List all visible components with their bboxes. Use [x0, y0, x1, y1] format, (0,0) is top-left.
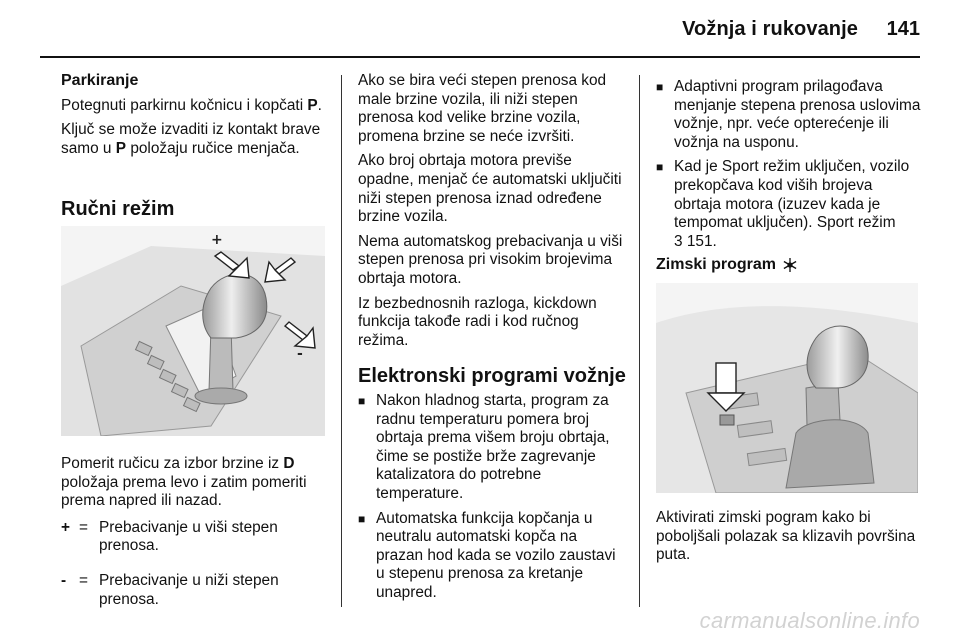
winter-program-heading-row: [656, 256, 798, 274]
bullet-square-icon: ■: [656, 160, 664, 175]
legend-downshift: - = Prebacivanje u niži stepen prenosa.: [61, 571, 279, 608]
page-number: 141: [886, 18, 920, 40]
legend-upshift: + = Prebacivanje u viši stepen prenosa.: [61, 518, 278, 555]
rpm-drop-paragraph: Ako broj obrtaja motora previše opadne, menjač će automatski uključiti niži stepen prenosa iznad određene brzine vozila.: [358, 152, 622, 226]
manual-mode-caption: Pomerit ručicu za izbor brzine iz D položaja prema levo i zatim pomeriti prema napred ili nazad.: [61, 455, 307, 510]
bullet-square-icon: ■: [358, 394, 366, 408]
list-item: ■ Automatska funkcija kopčanja u neutralu automatski kopča na prazan hod kada se vozilo zaustavi u stepenu prenosa za kretanje unapred.: [358, 509, 616, 601]
electronic-programs-title: Elektronski programi vožnje: [358, 365, 626, 387]
parking-paragraph-1: Potegnuti parkirnu kočnicu i kopčati P.: [61, 96, 322, 114]
manual-mode-title: Ručni režim: [61, 198, 175, 220]
winter-program-figure: [656, 283, 918, 493]
snowflake-icon: [782, 257, 798, 273]
chapter-title: Vožnja i rukovanje: [682, 18, 858, 40]
header-rule: [40, 56, 920, 58]
parking-heading: Parkiranje: [61, 72, 139, 89]
svg-text:+: +: [211, 232, 223, 248]
upshift-restriction-paragraph: Ako se bira veći stepen prenosa kod male brzine vozila, ili niži stepen prenosa kod velike brzine vozila, promena brzine se neće izvršiti.: [358, 72, 607, 145]
winter-program-heading: Zimski program: [656, 256, 777, 273]
electronic-programs-list: [358, 392, 628, 609]
gear-shifter-illustration: [61, 226, 325, 436]
page-reference-icon: 3: [674, 232, 683, 250]
winter-button-illustration: [656, 283, 918, 493]
column-1: [61, 72, 329, 164]
watermark: carmanualsonline.info: [699, 608, 920, 633]
column-divider-2: [639, 75, 640, 607]
bullet-square-icon: ■: [656, 80, 664, 94]
column-2: [358, 72, 628, 356]
svg-text:-: -: [297, 346, 303, 362]
column-divider-1: [341, 75, 342, 607]
list-item: ■ Kad je Sport režim uključen, vozilo prekopčava kod viših brojeva obrtaja motora (izuzev kada je tempomat uključen). Sport režim 3 151.: [656, 158, 910, 250]
winter-program-caption: Aktivirati zimski pogram kako bi poboljšali polazak sa klizavih površina puta.: [656, 509, 916, 564]
parking-paragraph-2: Ključ se može izvaditi iz kontakt brave samo u P položaju ručice menjača.: [61, 121, 321, 157]
page-header: [0, 0, 960, 56]
bullet-square-icon: ■: [358, 511, 366, 526]
page-reference: 151.: [686, 232, 717, 250]
winter-program-caption-block: [656, 509, 918, 571]
list-item: ■ Adaptivni program prilagođava menjanje stepena prenosa uslovima vožnje, npr. veće opterećenje ili vožnja na usponu.: [656, 78, 921, 151]
no-auto-upshift-paragraph: Nema automatskog prebacivanja u viši stepen prenosa pri visokim brojevima obrtaja motora.: [358, 232, 623, 287]
manual-mode-caption-block: [61, 455, 329, 615]
list-item: ■ Nakon hladnog starta, program za radnu temperaturu pomera broj obrtaja prema višem broju obrtaja, čime se postiže brže zagrevanje katalizatora do potrebne temperature.: [358, 392, 610, 502]
manual-mode-figure: [61, 226, 325, 436]
column-3: [656, 78, 922, 257]
kickdown-paragraph: Iz bezbednosnih razloga, kickdown funkcija takođe radi i kod ručnog režima.: [358, 294, 597, 349]
